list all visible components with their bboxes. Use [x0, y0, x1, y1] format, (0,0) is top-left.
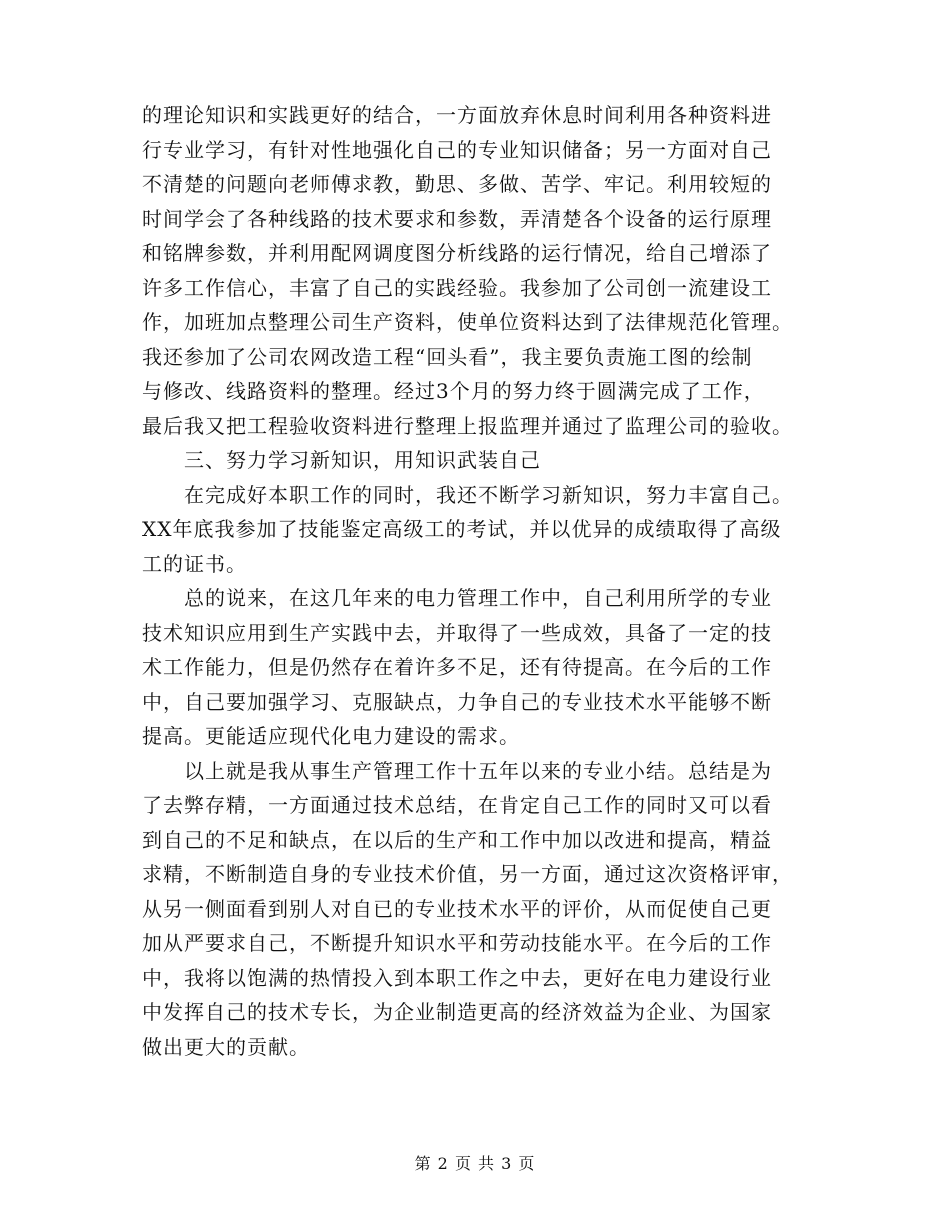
text-line-3: 不清楚的问题向老师傅求教，勤思、多做、苦学、牢记。利用较短的: [142, 172, 772, 196]
text-line-4: 时间学会了各种线路的技术要求和参数，弄清楚各个设备的运行原理: [142, 206, 772, 231]
text-line-9: 与修改、线路资料的整理。经过3个月的努力终于圆满完成了工作，: [142, 379, 765, 403]
text-line-27: 中发挥自己的技术专长，为企业制造更高的经济效益为企业、为国家: [142, 1000, 772, 1024]
text-line-12: 在完成好本职工作的同时，我还不断学习新知识，努力丰富自己。: [142, 482, 793, 507]
text-line-13: XX年底我参加了技能鉴定高级工的考试，并以优异的成绩取得了高级: [142, 517, 782, 541]
text-line-26: 中，我将以饱满的热情投入到本职工作之中去，更好在电力建设行业: [142, 965, 772, 990]
text-line-14: 工的证书。: [142, 551, 247, 576]
text-line-1: 的理论知识和实践更好的结合，一方面放弃休息时间利用各种资料进: [142, 103, 772, 127]
text-line-17: 术工作能力，但是仍然存在着许多不足，还有待提高。在今后的工作: [142, 655, 772, 679]
text-line-16: 技术知识应用到生产实践中去，并取得了一些成效，具备了一定的技: [142, 620, 772, 645]
text-line-15: 总的说来，在这几年来的电力管理工作中，自己利用所学的专业: [142, 586, 772, 610]
text-line-10: 最后我又把工程验收资料进行整理上报监理并通过了监理公司的验收。: [142, 413, 793, 438]
text-line-2: 行专业学习，有针对性地强化自己的专业知识储备；另一方面对自己: [142, 137, 772, 162]
text-line-19: 提高。更能适应现代化电力建设的需求。: [142, 724, 520, 748]
text-line-25: 加从严要求自己，不断提升知识水平和劳动技能水平。在今后的工作: [142, 931, 772, 955]
text-line-22: 到自己的不足和缺点，在以后的生产和工作中加以改进和提高，精益: [142, 827, 772, 852]
text-line-23: 求精，不断制造自身的专业技术价值，另一方面，通过这次资格评审，: [142, 862, 793, 886]
text-line-8: 我还参加了公司农网改造工程“回头看”，我主要负责施工图的绘制: [142, 344, 753, 369]
text-line-20: 以上就是我从事生产管理工作十五年以来的专业小结。总结是为: [142, 758, 772, 783]
text-line-7: 作，加班加点整理公司生产资料，使单位资料达到了法律规范化管理。: [142, 310, 793, 334]
page-number-footer: 第 2 页 共 3 页: [414, 1154, 536, 1173]
text-line-28: 做出更大的贡献。: [142, 1034, 310, 1059]
text-line-21: 了去弊存精，一方面通过技术总结，在肯定自己工作的同时又可以看: [142, 793, 772, 817]
section-heading-3: 三、努力学习新知识，用知识武装自己: [142, 448, 541, 472]
text-line-18: 中，自己要加强学习、克服缺点，力争自己的专业技术水平能够不断: [142, 689, 772, 714]
text-line-5: 和铭牌参数，并利用配网调度图分析线路的运行情况，给自己增添了: [142, 241, 772, 265]
text-line-24: 从另一侧面看到别人对自已的专业技术水平的评价，从而促使自己更: [142, 896, 772, 921]
document-body: [142, 98, 814, 1064]
text-line-6: 许多工作信心，丰富了自己的实践经验。我参加了公司创一流建设工: [142, 275, 772, 300]
